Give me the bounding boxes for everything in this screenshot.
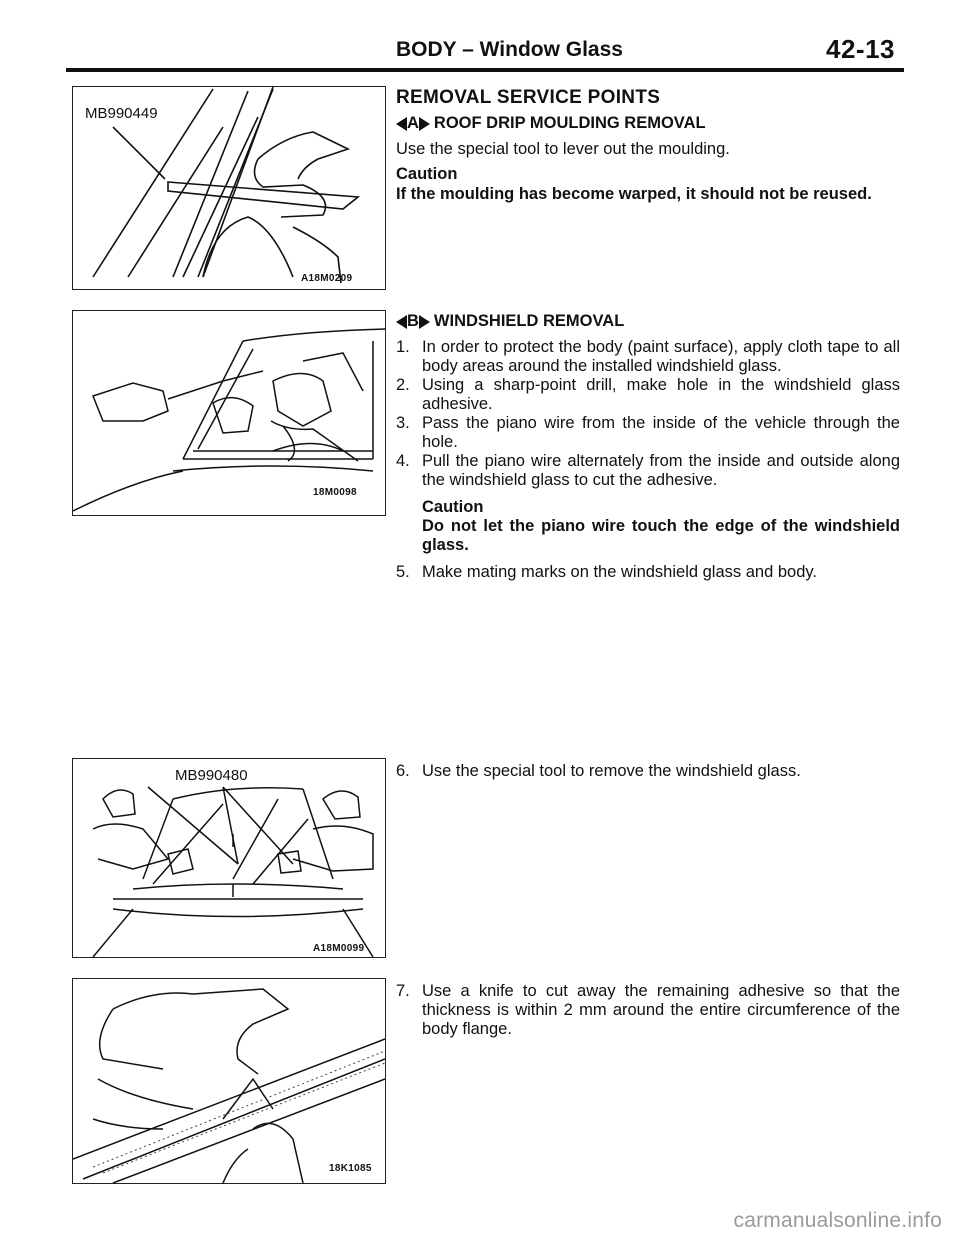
figure-code: A18M0209: [301, 273, 353, 284]
step-number: 3.: [396, 414, 410, 432]
caution-text: If the moulding has become warped, it should not be reused.: [396, 185, 872, 203]
left-triangle-icon: [396, 117, 407, 131]
step-text: Make mating marks on the windshield glass and body.: [422, 563, 817, 581]
step-text: Use a knife to cut away the remaining adhesive so that the thickness is within 2 mm around the entire circumference of the body flange.: [422, 982, 900, 1038]
step-text: In order to protect the body (paint surface), apply cloth tape to all body areas around the installed windshield glass.: [422, 338, 900, 375]
caution-text: Do not let the piano wire touch the edge of the windshield glass.: [422, 517, 900, 554]
step-list: [396, 338, 900, 582]
step-text: Use the special tool to remove the windshield glass.: [422, 762, 801, 780]
step-item: [396, 338, 900, 376]
right-triangle-icon: [419, 117, 430, 131]
service-point-marker: B: [396, 312, 430, 331]
figure-windshield-removal: [72, 758, 386, 958]
step-text: Pull the piano wire alternately from the inside and outside along the windshield glass to cut the adhesive.: [422, 452, 900, 489]
figure-roof-moulding: [72, 86, 386, 290]
step-item: [396, 452, 900, 490]
step-item: [396, 563, 900, 582]
figure-code: A18M0099: [313, 943, 365, 954]
watermark: carmanualsonline.info: [733, 1209, 942, 1232]
header-rule: [66, 68, 904, 72]
subsection-heading: A ROOF DRIP MOULDING REMOVAL: [396, 114, 900, 133]
header-title: BODY – Window Glass: [396, 38, 623, 61]
step-number: 2.: [396, 376, 410, 394]
step-item: [396, 376, 900, 414]
figure-windshield-tape: [72, 310, 386, 516]
page-number: 42-13: [826, 34, 895, 64]
tool-number-label: MB990480: [175, 767, 248, 784]
windshield-tape-illustration: [73, 311, 385, 515]
left-triangle-icon: [396, 315, 407, 329]
windshield-removal-illustration: [73, 759, 385, 957]
step-number: 5.: [396, 563, 410, 581]
figure-code: 18K1085: [329, 1163, 372, 1174]
caution-label: Caution: [422, 498, 484, 516]
right-triangle-icon: [419, 315, 430, 329]
step-number: 6.: [396, 762, 410, 780]
step-number: 4.: [396, 452, 410, 470]
step-number: 1.: [396, 338, 410, 356]
figure-code: 18M0098: [313, 487, 357, 498]
adhesive-cutting-illustration: [73, 979, 385, 1183]
step-item: [396, 414, 900, 452]
step-item: [396, 982, 900, 1039]
service-point-marker: A: [396, 114, 430, 133]
step-number: 7.: [396, 982, 410, 1000]
caution-label: Caution: [396, 165, 458, 183]
subsection-heading: B WINDSHIELD REMOVAL: [396, 312, 900, 331]
figure-adhesive-cutting: [72, 978, 386, 1184]
step-item: [396, 762, 900, 781]
section-title: REMOVAL SERVICE POINTS: [396, 87, 661, 108]
tool-number-label: MB990449: [85, 105, 158, 122]
instruction-text: Use the special tool to lever out the moulding.: [396, 140, 730, 158]
step-text: Pass the piano wire from the inside of the vehicle through the hole.: [422, 414, 900, 451]
step-text: Using a sharp-point drill, make hole in the windshield glass adhesive.: [422, 376, 900, 413]
